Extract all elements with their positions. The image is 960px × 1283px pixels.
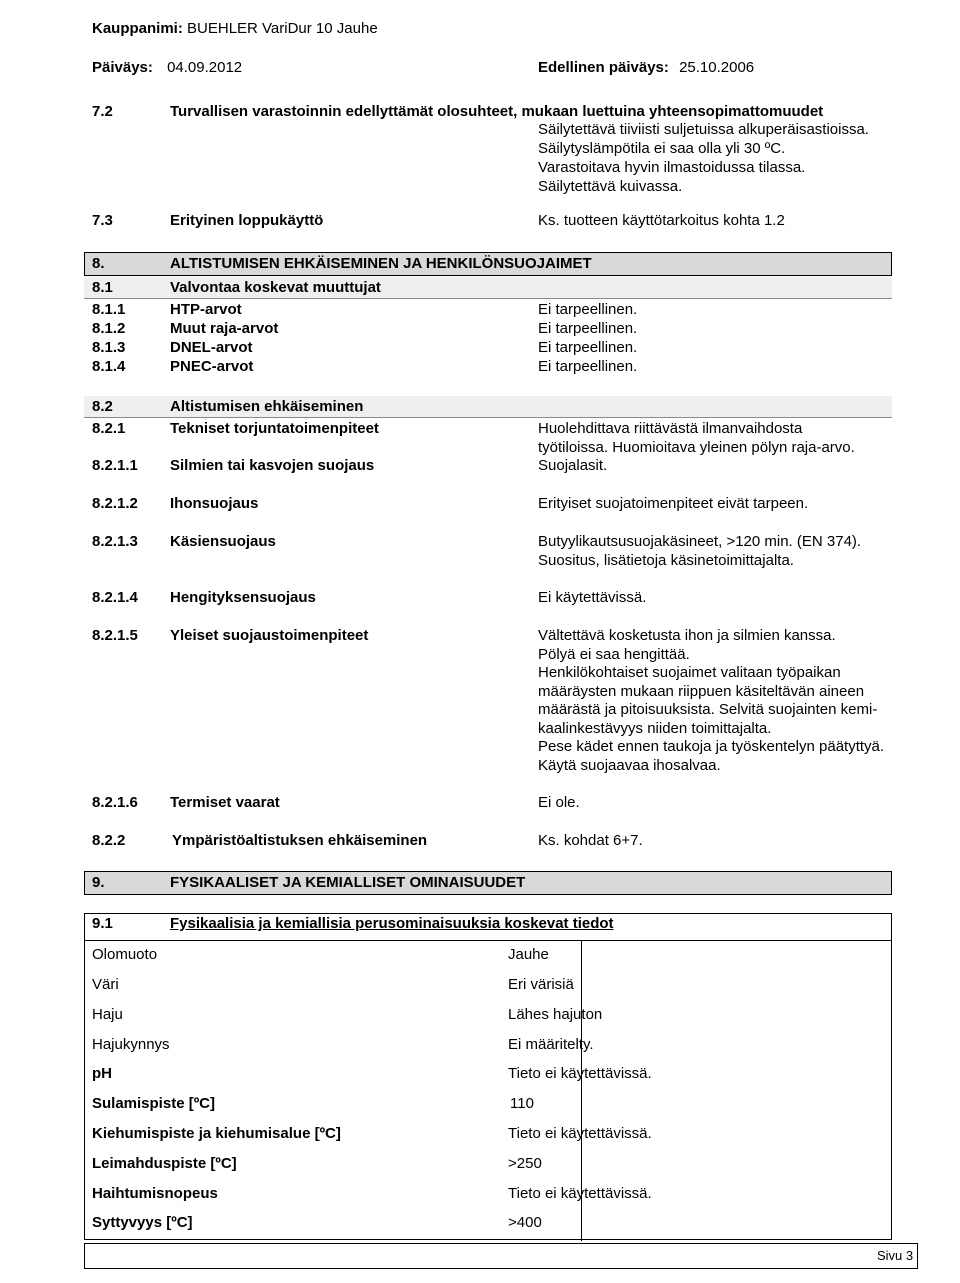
date-value: 04.09.2012	[167, 59, 243, 76]
property-label: pH	[92, 1065, 112, 1082]
section-7-2-line: Säilytyslämpötila ei saa olla yli 30 ºC.	[538, 140, 786, 157]
section-8-1-number: 8.1	[92, 279, 113, 296]
row-number: 8.1.3	[92, 339, 126, 356]
property-value: Tieto ei käytettävissä.	[508, 1065, 652, 1082]
section-9-1-title: Fysikaalisia ja kemiallisia perusominaisuuksia koskevat tiedot	[170, 915, 614, 932]
previous-date-value: 25.10.2006	[679, 59, 755, 76]
property-value: Ei määritelty.	[508, 1036, 594, 1053]
table-row	[84, 1090, 892, 1120]
section-7-2-line: Varastoitava hyvin ilmastoidussa tilassa.	[538, 159, 806, 176]
section-8-title: ALTISTUMISEN EHKÄISEMINEN JA HENKILÖNSUOJAIMET	[170, 255, 592, 272]
row-value: Ei tarpeellinen.	[538, 320, 638, 337]
row-value-line: Butyylikautsusuojakäsineet, >120 min. (EN 374).	[538, 533, 862, 550]
table-row	[84, 1031, 892, 1061]
row-label: Silmien tai kasvojen suojaus	[170, 457, 375, 474]
section-7-3-title: Erityinen loppukäyttö	[170, 212, 324, 229]
table-row	[84, 971, 892, 1001]
row-number: 8.2.1.3	[92, 533, 138, 550]
table-row	[84, 941, 892, 971]
section-7-3-number: 7.3	[92, 212, 113, 229]
row-label: Tekniset torjuntatoimenpiteet	[170, 420, 379, 437]
row-label: Ihonsuojaus	[170, 495, 259, 512]
row-number: 8.2.2	[92, 832, 126, 849]
row-label: Hengityksensuojaus	[170, 589, 316, 606]
property-label: Haju	[92, 1006, 123, 1023]
property-value: Jauhe	[508, 946, 549, 963]
row-number: 8.1.2	[92, 320, 126, 337]
row-number: 8.1.4	[92, 358, 126, 375]
property-value: >250	[508, 1155, 542, 1172]
property-label: Leimahduspiste [ºC]	[92, 1155, 237, 1172]
property-value: 110	[510, 1095, 534, 1112]
row-label: PNEC-arvot	[170, 358, 254, 375]
section-7-2-number: 7.2	[92, 103, 113, 120]
row-value-line: määrästä ja pitoisuuksista. Selvitä suojainten kemi-	[538, 701, 878, 718]
row-value-line: Erityiset suojatoimenpiteet eivät tarpeen.	[538, 495, 809, 512]
row-label: Yleiset suojaustoimenpiteet	[170, 627, 369, 644]
row-number: 8.2.1.6	[92, 794, 138, 811]
row-value-line: Ei käytettävissä.	[538, 589, 647, 606]
row-value-line: Ks. kohdat 6+7.	[538, 832, 643, 849]
properties-table	[84, 940, 892, 1240]
section-7-2-line: Säilytettävä kuivassa.	[538, 178, 683, 195]
property-value: Tieto ei käytettävissä.	[508, 1185, 652, 1202]
section-7-3-value: Ks. tuotteen käyttötarkoitus kohta 1.2	[538, 212, 785, 229]
property-label: Väri	[92, 976, 119, 993]
row-value: Ei tarpeellinen.	[538, 358, 638, 375]
section-8-number: 8.	[92, 255, 105, 272]
row-value-line: Henkilökohtaiset suojaimet valitaan työpaikan	[538, 664, 841, 681]
footer-box	[84, 1243, 918, 1269]
section-9-number: 9.	[92, 874, 105, 891]
property-value: Lähes hajuton	[508, 1006, 603, 1023]
property-value: >400	[508, 1214, 542, 1231]
previous-date-line	[538, 59, 754, 77]
row-value-line: Pese kädet ennen taukoja ja työskentelyn päätyttyä.	[538, 738, 885, 755]
row-value-line: Käytä suojaavaa ihosalvaa.	[538, 757, 721, 774]
row-value-line: työtiloissa. Huomioitava yleinen pölyn raja-arvo.	[538, 439, 855, 456]
property-value: Eri värisiä	[508, 976, 574, 993]
property-label: Sulamispiste [ºC]	[92, 1095, 216, 1112]
row-value-line: Pölyä ei saa hengittää.	[538, 646, 690, 663]
row-number: 8.2.1.1	[92, 457, 138, 474]
section-8-2-number: 8.2	[92, 398, 113, 415]
row-value-line: Suositus, lisätietoja käsinetoimittajalta.	[538, 552, 794, 569]
row-value: Ei tarpeellinen.	[538, 339, 638, 356]
property-label: Hajukynnys	[92, 1036, 170, 1053]
row-number: 8.2.1.4	[92, 589, 138, 606]
trade-name-value: BUEHLER VariDur 10 Jauhe	[187, 20, 378, 37]
row-number: 8.2.1.5	[92, 627, 138, 644]
table-row	[84, 1060, 892, 1090]
row-number: 8.1.1	[92, 301, 126, 318]
property-value: Tieto ei käytettävissä.	[508, 1125, 652, 1142]
table-row	[84, 1001, 892, 1031]
row-value-line: Vältettävä kosketusta ihon ja silmien kanssa.	[538, 627, 836, 644]
row-value: Ei tarpeellinen.	[538, 301, 638, 318]
row-label: Termiset vaarat	[170, 794, 280, 811]
row-value-line: kaalinkestävyys niiden toimittajalta.	[538, 720, 772, 737]
page-number: Sivu 3	[877, 1248, 914, 1263]
row-value-line: määräysten mukaan riippuen käsiteltävän aineen	[538, 683, 865, 700]
row-label: Muut raja-arvot	[170, 320, 279, 337]
table-row	[84, 1180, 892, 1210]
trade-name-line	[92, 20, 378, 38]
row-value-line: Ei ole.	[538, 794, 580, 811]
row-number: 8.2.1	[92, 420, 126, 437]
row-value-line: Huolehdittava riittävästä ilmanvaihdosta	[538, 420, 803, 437]
row-number: 8.2.1.2	[92, 495, 138, 512]
date-line	[92, 59, 242, 77]
row-label: DNEL-arvot	[170, 339, 253, 356]
table-row	[84, 1120, 892, 1150]
date-label: Päiväys:	[92, 59, 153, 76]
property-label: Kiehumispiste ja kiehumisalue [ºC]	[92, 1125, 341, 1142]
section-8-1-title: Valvontaa koskevat muuttujat	[170, 279, 381, 296]
section-8-2-title: Altistumisen ehkäiseminen	[170, 398, 364, 415]
property-label: Olomuoto	[92, 946, 158, 963]
previous-date-label: Edellinen päiväys:	[538, 59, 669, 76]
row-label: HTP-arvot	[170, 301, 242, 318]
row-label: Ympäristöaltistuksen ehkäiseminen	[172, 832, 428, 849]
row-value-line: Suojalasit.	[538, 457, 608, 474]
section-7-2-line: Säilytettävä tiiviisti suljetuissa alkuperäisastioissa.	[538, 121, 869, 138]
section-9-1-number: 9.1	[92, 915, 113, 932]
row-label: Käsiensuojaus	[170, 533, 276, 550]
section-9-title: FYSIKAALISET JA KEMIALLISET OMINAISUUDET	[170, 874, 526, 891]
section-7-2-title: Turvallisen varastoinnin edellyttämät olosuhteet, mukaan luettuina yhteensopimattomuudet	[170, 103, 824, 120]
table-row	[84, 1150, 892, 1180]
property-label: Haihtumisnopeus	[92, 1185, 218, 1202]
property-label: Syttyvyys [ºC]	[92, 1214, 193, 1231]
trade-name-label: Kauppanimi:	[92, 20, 183, 37]
table-row	[84, 1209, 892, 1239]
